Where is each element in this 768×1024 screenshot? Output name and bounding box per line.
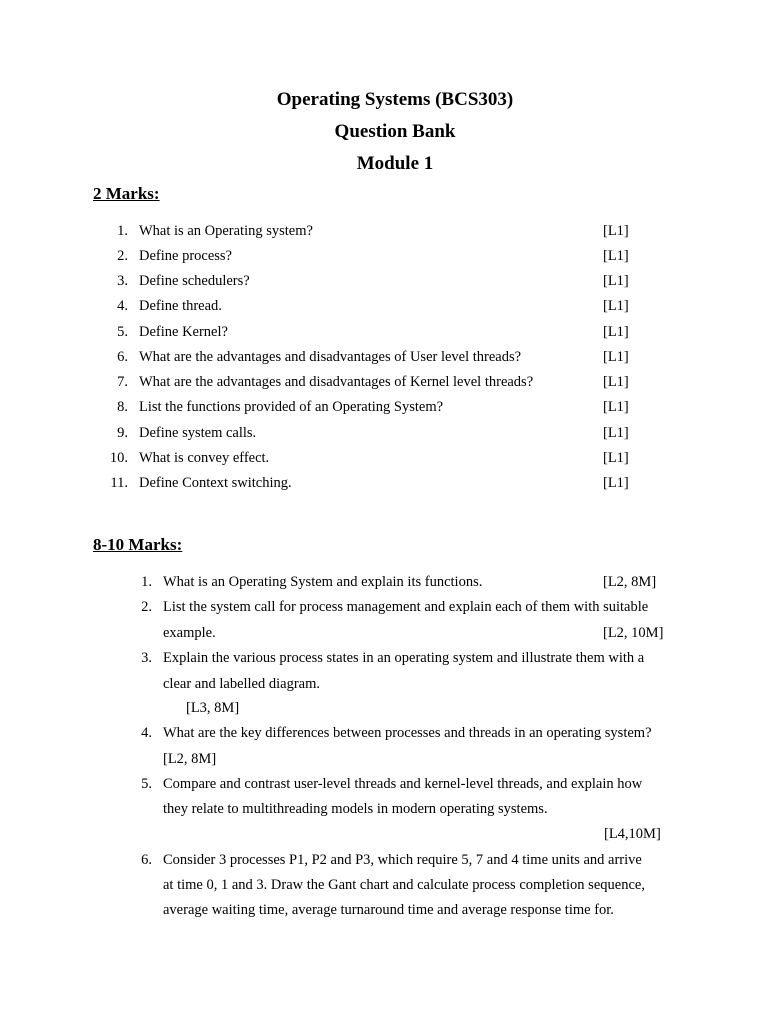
question-text: List the functions provided of an Operating System?	[139, 399, 444, 415]
question-level: [L1]	[603, 298, 629, 314]
question-text: What are the advantages and disadvantages of User level threads?	[139, 349, 522, 365]
question-number: 11.	[110, 475, 128, 491]
question-level: [L1]	[603, 223, 629, 239]
question-text: Define process?	[139, 248, 232, 264]
question-level: [L1]	[603, 273, 629, 289]
question-number: 2.	[117, 248, 128, 264]
question-text: Explain the various process states in an operating system and illustrate them with a	[163, 650, 645, 666]
question-text-continued: at time 0, 1 and 3. Draw the Gant chart and calculate process completion sequence,	[163, 877, 645, 893]
question-number: 1.	[117, 223, 128, 239]
question-number: 6.	[117, 349, 128, 365]
question-number: 8.	[117, 399, 128, 415]
question-number: 5.	[141, 776, 152, 792]
module-title: Module 1	[356, 153, 434, 174]
question-level: [L1]	[603, 248, 629, 264]
question-number: 5.	[117, 324, 128, 340]
question-text: Define Kernel?	[139, 324, 228, 340]
question-number: 2.	[141, 599, 152, 615]
question-number: 3.	[141, 650, 152, 666]
question-text: What is convey effect.	[139, 450, 270, 466]
question-number: 10.	[109, 450, 128, 466]
question-level: [L2, 8M]	[603, 574, 657, 590]
question-text: What are the key differences between processes and threads in an operating system?	[163, 725, 652, 741]
question-text: What is an Operating system?	[139, 223, 313, 239]
two-marks-heading: 2 Marks:	[93, 184, 160, 203]
question-level: [L1]	[603, 399, 629, 415]
question-level: [L1]	[603, 374, 629, 390]
question-text: What is an Operating System and explain its functions.	[163, 574, 483, 590]
question-number: 4.	[141, 725, 152, 741]
question-text: Define schedulers?	[139, 273, 250, 289]
question-text: Define system calls.	[139, 425, 257, 441]
ten-marks-heading: 8-10 Marks:	[93, 535, 183, 554]
question-text: Define thread.	[139, 298, 222, 314]
question-level: [L1]	[603, 324, 629, 340]
question-level: [L1]	[603, 425, 629, 441]
question-text-continued: example.	[163, 625, 216, 641]
question-level: [L1]	[603, 349, 629, 365]
question-number: 6.	[141, 852, 152, 868]
question-text: Consider 3 processes P1, P2 and P3, which require 5, 7 and 4 time units and arrive	[163, 852, 642, 868]
question-number: 1.	[141, 574, 152, 590]
question-text-continued: they relate to multithreading models in modern operating systems.	[163, 801, 548, 817]
question-text: List the system call for process management and explain each of them with suitable	[163, 599, 649, 615]
question-level: [L1]	[603, 450, 629, 466]
question-level: [L4,10M]	[604, 826, 661, 842]
document-subtitle: Question Bank	[334, 121, 456, 142]
question-text: Compare and contrast user-level threads and kernel-level threads, and explain how	[163, 776, 643, 792]
question-number: 4.	[117, 298, 128, 314]
document-title: Operating Systems (BCS303)	[276, 89, 514, 110]
question-level: [L3, 8M]	[186, 700, 240, 716]
question-level: [L2, 8M]	[163, 751, 217, 767]
question-text-continued: average waiting time, average turnaround time and average response time for.	[163, 902, 614, 918]
question-number: 3.	[117, 273, 128, 289]
question-text: What are the advantages and disadvantages of Kernel level threads?	[139, 374, 534, 390]
question-number: 9.	[117, 425, 128, 441]
question-level: [L2, 10M]	[603, 625, 664, 641]
question-level: [L1]	[603, 475, 629, 491]
question-text-continued: clear and labelled diagram.	[163, 676, 321, 692]
question-text: Define Context switching.	[139, 475, 292, 491]
question-number: 7.	[117, 374, 128, 390]
